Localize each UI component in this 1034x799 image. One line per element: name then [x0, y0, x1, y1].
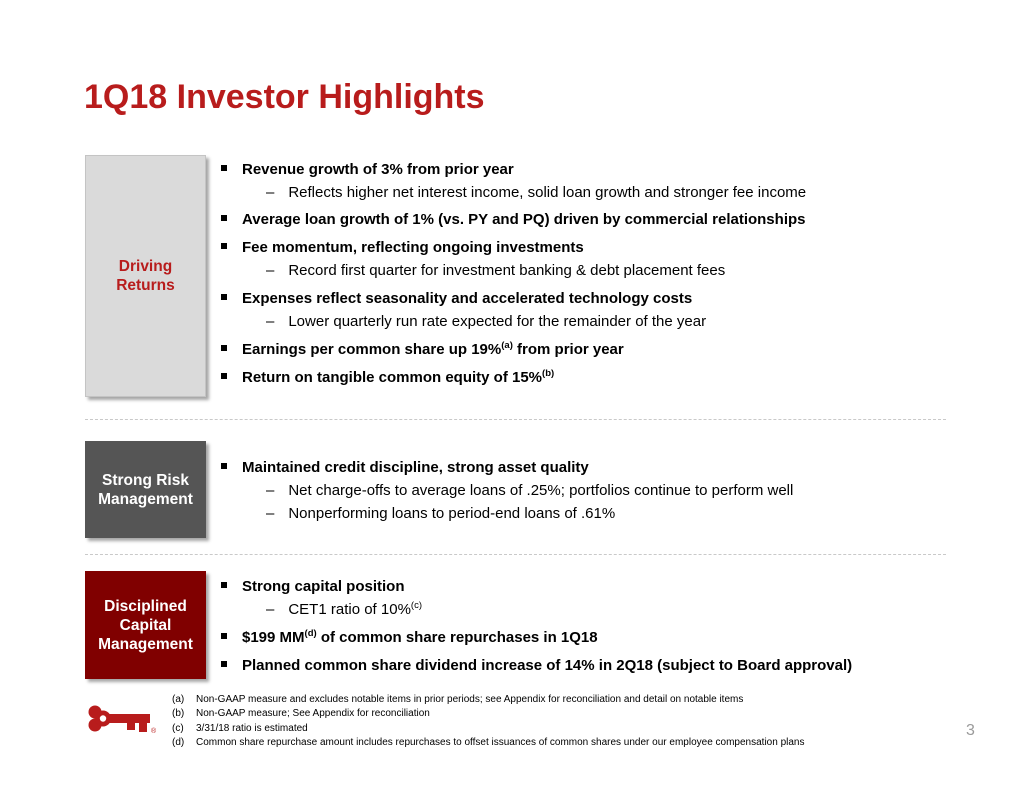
bullet-item [221, 369, 554, 387]
bullet-square-icon [221, 633, 227, 639]
footnote-text: 3/31/18 ratio is estimated [196, 722, 308, 734]
sub-item-text: Lower quarterly run rate expected for the remainder of the year [288, 313, 707, 330]
bullet-item [221, 459, 589, 477]
sub-item: – CET1 ratio of 10%$^{(c)}$ [266, 600, 422, 618]
footnote-label: (a) [172, 694, 185, 705]
section-tag-label: Driving Returns [116, 258, 175, 294]
footnote-item [172, 722, 804, 736]
sub-item: – Net charge-offs to average loans of .25%; portfolios continue to perform well [266, 482, 794, 499]
bullet-text: Revenue growth of 3% from prior year [242, 161, 514, 178]
section-tag-strong-risk-management [85, 441, 206, 538]
page-title: 1Q18 Investor Highlights [84, 78, 485, 116]
footnote-ref: (a) [501, 340, 513, 351]
sub-item: – Record first quarter for investment banking & debt placement fees [266, 262, 726, 279]
footnotes [172, 693, 804, 750]
section-tag-driving-returns [85, 155, 206, 397]
bullet-item [221, 578, 405, 596]
footnote-text: Common share repurchase amount includes repurchases to offset issuances of common shares under our employee compensation plans [196, 736, 805, 748]
bullet-square-icon [221, 373, 227, 379]
sub-item-text: Net charge-offs to average loans of .25%; portfolios continue to perform well [288, 482, 794, 499]
bullet-text: Average loan growth of 1% (vs. PY and PQ) driven by commercial relationships [242, 211, 806, 228]
footnote-item [172, 693, 804, 707]
bullet-text: Fee momentum, reflecting ongoing investments [242, 239, 584, 256]
bullet-square-icon [221, 345, 227, 351]
bullet-square-icon [221, 215, 227, 221]
bullet-text: Maintained credit discipline, strong asset quality [242, 459, 589, 476]
section-divider [85, 419, 946, 420]
sub-item-text: Record first quarter for investment banking & debt placement fees [288, 262, 726, 279]
sub-item-text: Nonperforming loans to period-end loans of .61% [288, 505, 616, 522]
sub-item-text: Reflects higher net interest income, solid loan growth and stronger fee income [288, 184, 807, 201]
footnote-ref: (d) [304, 628, 317, 639]
footnote-label: (d) [172, 736, 185, 748]
footnote-text: Non-GAAP measure and excludes notable items in prior periods; see Appendix for reconciliation and detail on notable items [196, 694, 744, 705]
bullet-text: Return on tangible common equity of 15% [242, 369, 543, 386]
bullet-text: Planned common share dividend increase of 14% in 2Q18 (subject to Board approval) [242, 657, 853, 674]
bullet-item [221, 629, 598, 647]
bullet-square-icon [221, 582, 227, 588]
footnote-ref: (b) [542, 368, 555, 379]
footnote-label: (c) [172, 722, 184, 734]
registered-mark: ® [151, 728, 157, 734]
bullet-square-icon [221, 463, 227, 469]
bullet-text: Expenses reflect seasonality and accelerated technology costs [242, 290, 693, 307]
footnote-item [172, 736, 804, 750]
bullet-square-icon [221, 294, 227, 300]
section-tag-label: Strong Risk Management [98, 471, 193, 508]
bullet-text: $199 MM [242, 629, 305, 646]
sub-item: – Reflects higher net interest income, solid loan growth and stronger fee income [266, 184, 807, 201]
bullet-text: Strong capital position [242, 578, 405, 595]
bullet-item [221, 341, 624, 359]
section-divider [85, 554, 946, 555]
footnote-label: (b) [172, 708, 185, 720]
bullet-square-icon [221, 165, 227, 171]
sub-item: – Lower quarterly run rate expected for the remainder of the year [266, 313, 707, 330]
bullet-item [221, 290, 692, 308]
bullet-item [221, 211, 806, 229]
bullet-text: of common share repurchases in 1Q18 [316, 629, 598, 646]
footnote-text: Non-GAAP measure; See Appendix for reconciliation [196, 708, 430, 720]
bullet-item [221, 161, 514, 179]
bullet-text: Earnings per common share up 19% [242, 341, 502, 358]
footnote-ref: (c) [410, 600, 422, 611]
sub-item-text: CET1 ratio of 10% [288, 601, 411, 618]
section-tag-label: Disciplined Capital Management [98, 597, 193, 653]
bullet-square-icon [221, 661, 227, 667]
bullet-square-icon [221, 243, 227, 249]
page-number: 3 [966, 722, 975, 739]
bullet-item [221, 239, 584, 257]
key-logo-icon [86, 703, 158, 734]
section-tag-disciplined-capital-management [85, 571, 206, 679]
sub-item: – Nonperforming loans to period-end loans of .61% [266, 505, 616, 522]
bullet-item [221, 657, 852, 675]
footnote-item [172, 707, 804, 721]
bullet-text: from prior year [512, 341, 624, 358]
